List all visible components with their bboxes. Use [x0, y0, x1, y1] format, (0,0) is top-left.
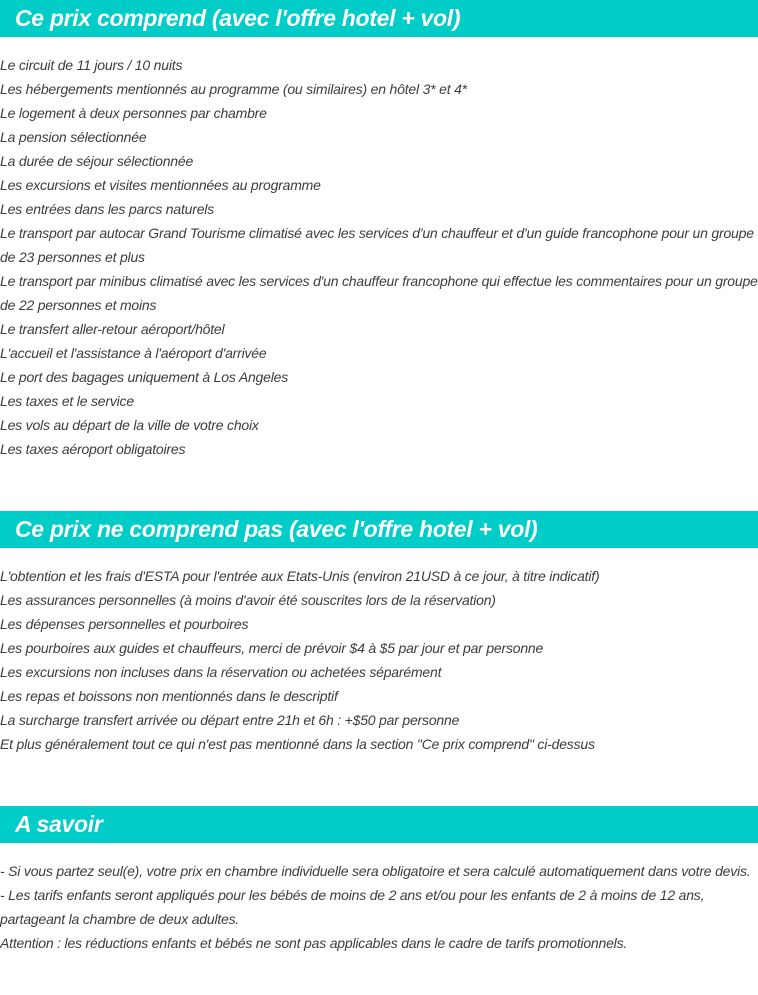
- list-item: Le transfert aller-retour aéroport/hôtel: [0, 321, 225, 337]
- list-item: Le transport par minibus climatisé avec les services d'un chauffeur francophone qui effectue les commentaires pour un groupe de 22 personnes et moins: [0, 273, 758, 313]
- list-item: Les pourboires aux guides et chauffeurs, merci de prévoir $4 à $5 par jour et par personne: [0, 640, 544, 656]
- list-item: La durée de séjour sélectionnée: [0, 153, 194, 169]
- good-to-know-list: [0, 859, 758, 955]
- list-item: Le logement à deux personnes par chambre: [0, 105, 267, 121]
- list-item: Les assurances personnelles (à moins d'avoir été souscrites lors de la réservation): [0, 592, 496, 608]
- section-header-good-to-know: [0, 806, 758, 843]
- list-item: Les dépenses personnelles et pourboires: [0, 616, 249, 632]
- list-item: La pension sélectionnée: [0, 129, 147, 145]
- list-item: Attention : les réductions enfants et bébés ne sont pas applicables dans le cadre de tarifs promotionnels.: [0, 935, 628, 951]
- section-title-not-included: Ce prix ne comprend pas (avec l'offre hotel + vol): [15, 516, 538, 542]
- list-item: L'accueil et l'assistance à l'aéroport d'arrivée: [0, 345, 267, 361]
- list-item: Et plus généralement tout ce qui n'est pas mentionné dans la section "Ce prix comprend" ci-dessus: [0, 736, 595, 752]
- list-item: L'obtention et les frais d'ESTA pour l'entrée aux Etats-Unis (environ 21USD à ce jour, à titre indicatif): [0, 568, 600, 584]
- list-item: Les taxes aéroport obligatoires: [0, 441, 186, 457]
- list-item: Les vols au départ de la ville de votre choix: [0, 417, 259, 433]
- section-header-included: [0, 0, 758, 37]
- list-item: La surcharge transfert arrivée ou départ entre 21h et 6h : +$50 par personne: [0, 712, 460, 728]
- section-included: [0, 0, 758, 461]
- section-good-to-know: [0, 806, 758, 955]
- list-item: Les entrées dans les parcs naturels: [0, 201, 215, 217]
- section-not-included: [0, 511, 758, 756]
- list-item: Les excursions et visites mentionnées au programme: [0, 177, 321, 193]
- section-header-not-included: [0, 511, 758, 548]
- list-item: Les excursions non incluses dans la réservation ou achetées séparément: [0, 664, 442, 680]
- not-included-list: [0, 564, 758, 756]
- list-item: Le circuit de 11 jours / 10 nuits: [0, 57, 183, 73]
- section-title-included: Ce prix comprend (avec l'offre hotel + vol): [15, 5, 461, 31]
- list-item: Les repas et boissons non mentionnés dans le descriptif: [0, 688, 338, 704]
- list-item: - Si vous partez seul(e), votre prix en chambre individuelle sera obligatoire et sera calculé automatiquement dans votre devis.: [0, 863, 751, 879]
- list-item: Les hébergements mentionnés au programme (ou similaires) en hôtel 3* et 4*: [0, 81, 467, 97]
- list-item: Les taxes et le service: [0, 393, 134, 409]
- included-list: [0, 53, 758, 461]
- list-item: Le port des bagages uniquement à Los Angeles: [0, 369, 289, 385]
- section-title-good-to-know: A savoir: [15, 811, 103, 837]
- list-item: Le transport par autocar Grand Tourisme climatisé avec les services d'un chauffeur et d'un guide francophone pour un groupe de 23 personnes et plus: [0, 225, 754, 265]
- list-item: - Les tarifs enfants seront appliqués pour les bébés de moins de 2 ans et/ou pour les enfants de 2 à moins de 12 ans, partageant la chambre de deux adultes.: [0, 887, 705, 927]
